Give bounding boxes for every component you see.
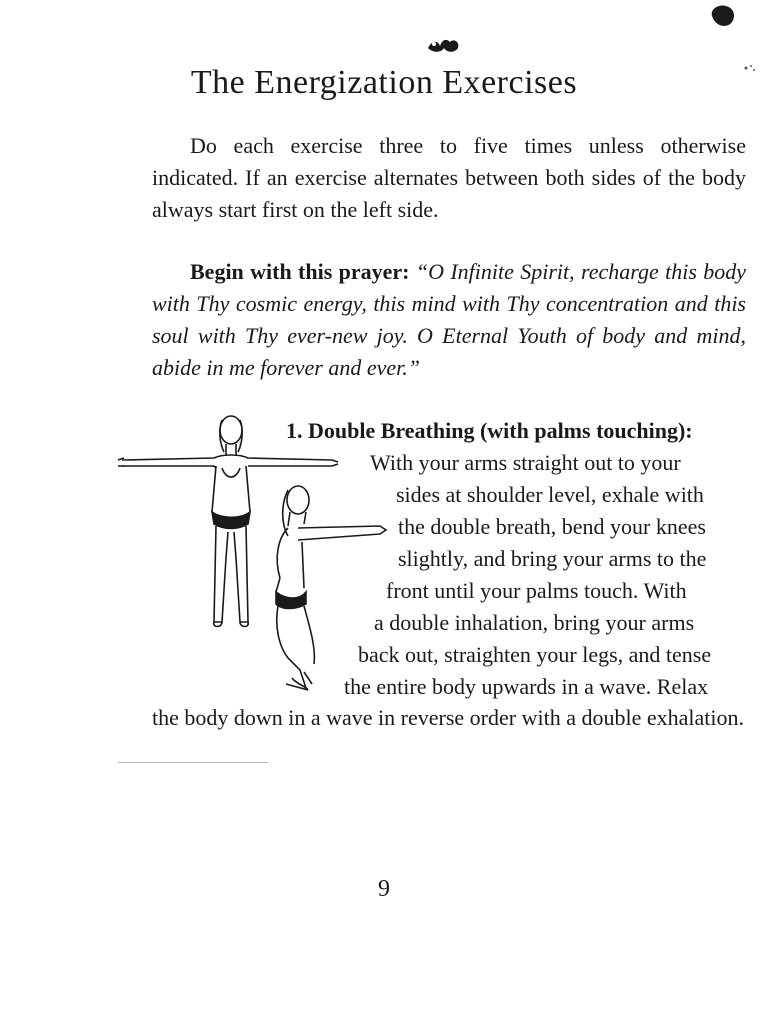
exercise-1-line: a double inhalation, bring your arms: [374, 610, 695, 635]
ink-speck-icon: [740, 60, 760, 76]
exercise-1-line: With your arms straight out to your: [370, 450, 681, 475]
intro-text: Do each exercise three to five times unless otherwise indicated. If an exercise alternates between both sides of the body always start first on the left side.: [152, 133, 746, 222]
exercise-1-line: the double breath, bend your knees: [398, 514, 706, 539]
prayer-text: “O Infinite Spirit, recharge this body with Thy cosmic energy, this mind with Thy concentration and this soul with Thy ever-new joy. O Eternal Youth of body and mind, abide in me forever and ever.”: [152, 259, 747, 380]
exercise-1-tail: the body down in a wave in reverse order with a double exhalation.: [152, 705, 744, 730]
fleuron-ornament-icon: [424, 34, 464, 58]
exercise-1-line: front until your palms touch. With: [386, 578, 687, 603]
page-number: 9: [378, 876, 390, 902]
exercise-1-line: the entire body upwards in a wave. Relax: [344, 674, 709, 699]
prayer-paragraph: [152, 256, 746, 384]
faint-rule-divider: [118, 762, 268, 763]
exercise-1-line: sides at shoulder level, exhale with: [396, 482, 704, 507]
intro-paragraph: [152, 130, 746, 226]
page-title: The Energization Exercises: [190, 64, 578, 101]
prayer-label: Begin with this prayer:: [190, 259, 410, 284]
exercise-1-heading: 1. Double Breathing (with palms touching):: [286, 418, 693, 443]
ink-smudge-icon: [706, 2, 740, 32]
exercise-1-line: slightly, and bring your arms to the: [398, 546, 707, 571]
exercise-1-line: back out, straighten your legs, and tense: [358, 642, 712, 667]
